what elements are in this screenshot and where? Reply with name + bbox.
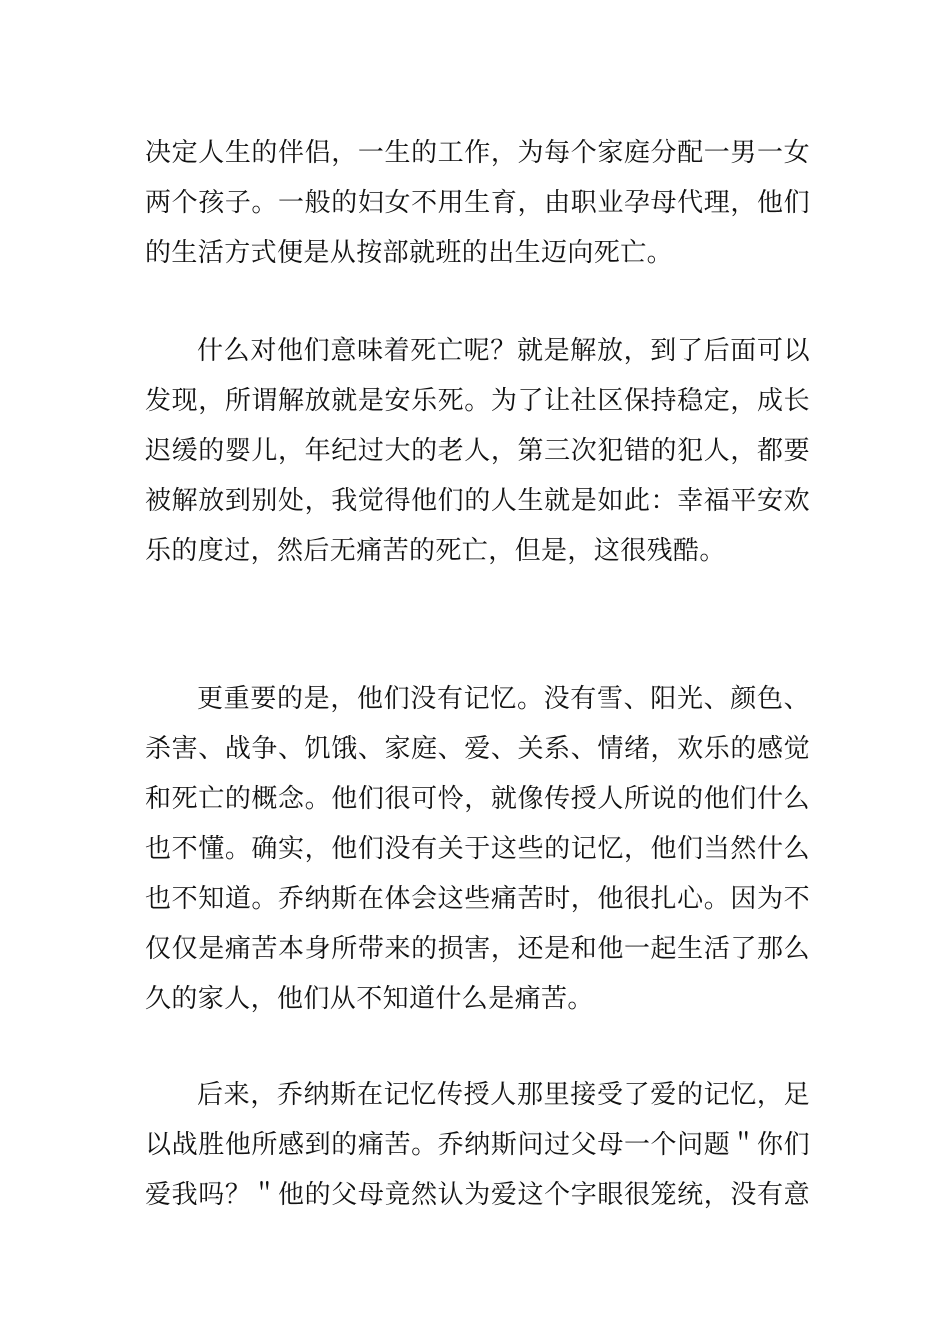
text-line: 更重要的是，他们没有记忆。没有雪、阳光、颜色、 bbox=[197, 684, 810, 714]
text-line: 的生活方式便是从按部就班的出生迈向死亡。 bbox=[145, 238, 674, 268]
text-line: 爱我吗？＂他的父母竟然认为爱这个字眼很笼统，没有意 bbox=[145, 1180, 810, 1210]
text-line: 杀害、战争、饥饿、家庭、爱、关系、情绪，欢乐的感觉 bbox=[145, 734, 810, 764]
text-line: 久的家人，他们从不知道什么是痛苦。 bbox=[145, 984, 594, 1014]
text-line: 仅仅是痛苦本身所带来的损害，还是和他一起生活了那么 bbox=[145, 934, 810, 964]
text-line: 后来，乔纳斯在记忆传授人那里接受了爱的记忆，足 bbox=[197, 1080, 810, 1110]
text-line: 和死亡的概念。他们很可怜，就像传授人所说的他们什么 bbox=[145, 784, 810, 814]
text-line: 乐的度过，然后无痛苦的死亡，但是，这很残酷。 bbox=[145, 536, 726, 566]
paragraph-4 bbox=[145, 1070, 810, 1220]
text-line: 迟缓的婴儿，年纪过大的老人，第三次犯错的犯人，都要 bbox=[145, 436, 810, 466]
paragraph-1 bbox=[145, 128, 810, 278]
text-line: 也不懂。确实，他们没有关于这些的记忆，他们当然什么 bbox=[145, 834, 810, 864]
text-line: 以战胜他所感到的痛苦。乔纳斯问过父母一个问题＂你们 bbox=[145, 1130, 810, 1160]
text-line: 也不知道。乔纳斯在体会这些痛苦时，他很扎心。因为不 bbox=[145, 884, 810, 914]
text-line: 两个孩子。一般的妇女不用生育，由职业孕母代理，他们 bbox=[145, 188, 810, 218]
paragraph-3 bbox=[145, 674, 810, 1024]
paragraph-2 bbox=[145, 326, 810, 576]
text-line: 决定人生的伴侣，一生的工作，为每个家庭分配一男一女 bbox=[145, 138, 810, 168]
text-line: 发现，所谓解放就是安乐死。为了让社区保持稳定，成长 bbox=[145, 386, 810, 416]
text-line: 被解放到别处，我觉得他们的人生就是如此：幸福平安欢 bbox=[145, 486, 810, 516]
text-line: 什么对他们意味着死亡呢？就是解放，到了后面可以 bbox=[197, 336, 810, 366]
